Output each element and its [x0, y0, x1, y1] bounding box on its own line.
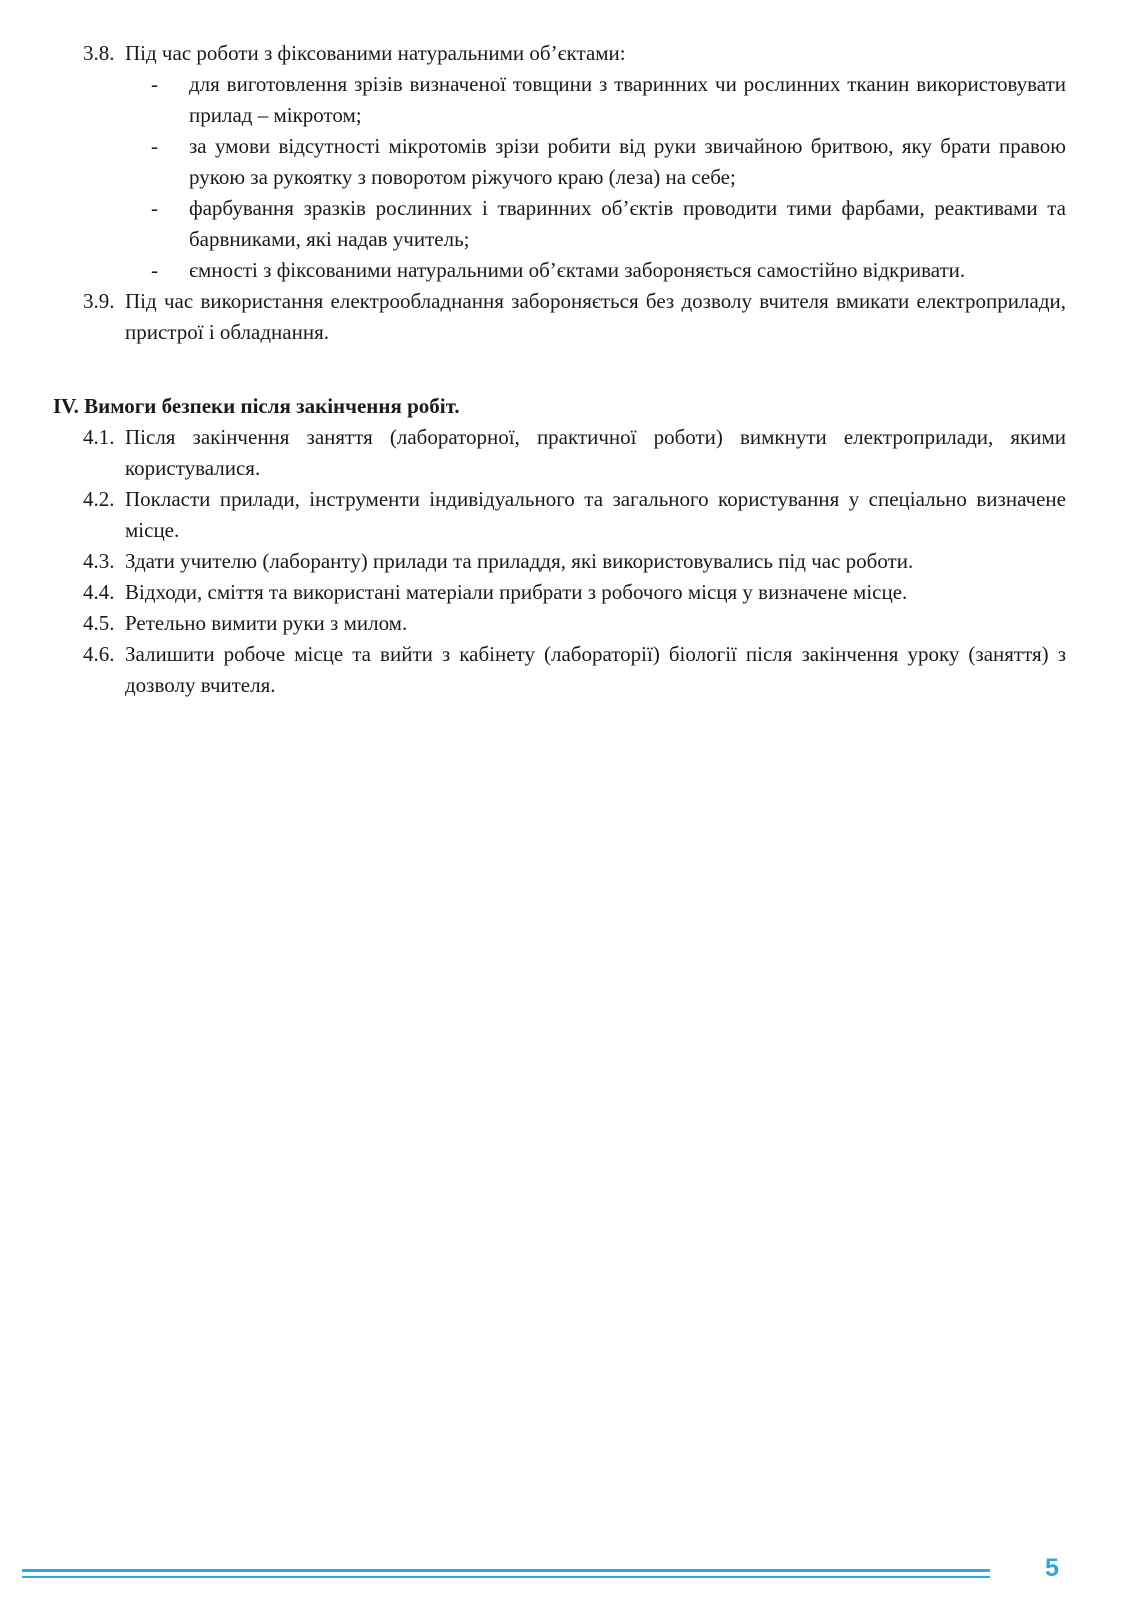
item-number: 4.3.: [83, 549, 115, 573]
item-number: 4.5.: [83, 611, 115, 635]
item-text: Здати учителю (лаборанту) прилади та приладдя, які використовувались під час роботи.: [125, 549, 914, 573]
item-text: Під час використання електрообладнання забороняється без дозволу вчителя вмикати електроприлади, пристрої і обладнання.: [125, 289, 1066, 344]
item-number: 4.4.: [83, 580, 115, 604]
item-3-8: [83, 38, 1066, 69]
item-number: 4.2.: [83, 487, 115, 511]
page-number: 5: [1045, 1554, 1059, 1582]
bullet-text: за умови відсутності мікротомів зрізи робити від руки звичайною бритвою, яку брати правою рукою за рукоятку з поворотом ріжучого краю (леза) на себе;: [189, 134, 1066, 189]
item-number: 3.9.: [83, 289, 115, 313]
section-3-block: [83, 38, 1066, 348]
item-4-5: [83, 608, 1066, 639]
item-3-9: [83, 286, 1066, 348]
item-number: 4.1.: [83, 425, 115, 449]
item-text: Покласти прилади, інструменти індивідуального та загального користування у спеціально визначене місце.: [125, 487, 1066, 542]
bullet-text: для виготовлення зрізів визначеної товщини з тваринних чи рослинних тканин використовувати прилад – мікротом;: [189, 72, 1066, 127]
item-number: 3.8.: [83, 41, 115, 65]
item-text: Ретельно вимити руки з милом.: [125, 611, 408, 635]
bullet-text: ємності з фіксованими натуральними об’єктами забороняється самостійно відкривати.: [189, 258, 966, 282]
bullet-dash: -: [151, 258, 158, 282]
item-text: Залишити робоче місце та вийти з кабінету (лабораторії) біології після закінчення уроку (заняття) з дозволу вчителя.: [125, 642, 1066, 697]
bullet-dash: -: [151, 134, 158, 158]
bullet-dash: -: [151, 196, 158, 220]
item-4-3: [83, 546, 1066, 577]
bullet-dash: -: [151, 72, 158, 96]
bullet-item: [151, 193, 1066, 255]
footer-rule-bottom: [22, 1576, 990, 1578]
section-4-block: [83, 422, 1066, 701]
bullet-text: фарбування зразків рослинних і тваринних об’єктів проводити тими фарбами, реактивами та барвниками, які надав учитель;: [189, 196, 1066, 251]
bullet-list: [83, 69, 1066, 286]
item-text: Після закінчення заняття (лабораторної, практичної роботи) вимкнути електроприлади, якими користувалися.: [125, 425, 1066, 480]
item-4-6: [83, 639, 1066, 701]
bullet-item: [151, 131, 1066, 193]
item-text: Відходи, сміття та використані матеріали прибрати з робочого місця у визначене місце.: [125, 580, 908, 604]
footer-rule-top: [22, 1569, 990, 1572]
item-4-2: [83, 484, 1066, 546]
item-number: 4.6.: [83, 642, 115, 666]
bullet-item: [151, 255, 1066, 286]
item-text: Під час роботи з фіксованими натуральними об’єктами:: [125, 41, 626, 65]
section-4-heading: IV. Вимоги безпеки після закінчення робіт.: [53, 394, 460, 418]
item-4-1: [83, 422, 1066, 484]
bullet-item: [151, 69, 1066, 131]
item-4-4: [83, 577, 1066, 608]
